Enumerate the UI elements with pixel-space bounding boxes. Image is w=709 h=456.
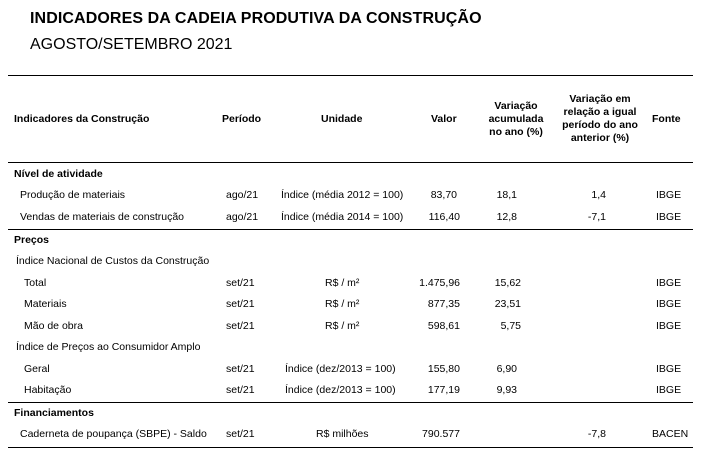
section-nivel-atividade: Nível de atividade (14, 168, 103, 180)
header-fonte: Fonte (652, 113, 681, 125)
page-title: INDICADORES DA CADEIA PRODUTIVA DA CONSTRUÇÃO (30, 10, 482, 27)
section-rule (8, 402, 693, 403)
table-bottom-rule (8, 447, 693, 448)
section-rule (8, 229, 693, 230)
page-subtitle: AGOSTO/SETEMBRO 2021 (30, 36, 233, 53)
header-periodo: Período (222, 113, 262, 125)
header-var-igual-periodo: Variação em relação a igual período do ano anterior (%) (562, 93, 638, 144)
table-top-rule (8, 75, 693, 76)
group-ipca: Índice de Preços ao Consumidor Amplo (16, 341, 201, 353)
header-var-acumulada: Variação acumulada no ano (%) (488, 100, 544, 138)
header-indicador: Indicadores da Construção (14, 113, 150, 125)
header-valor: Valor (431, 113, 457, 125)
group-incc: Índice Nacional de Custos da Construção (16, 255, 210, 267)
header-rule (8, 162, 693, 163)
header-unidade: Unidade (321, 113, 363, 125)
section-precos: Preços (14, 234, 50, 246)
section-financiamentos: Financiamentos (14, 407, 94, 419)
